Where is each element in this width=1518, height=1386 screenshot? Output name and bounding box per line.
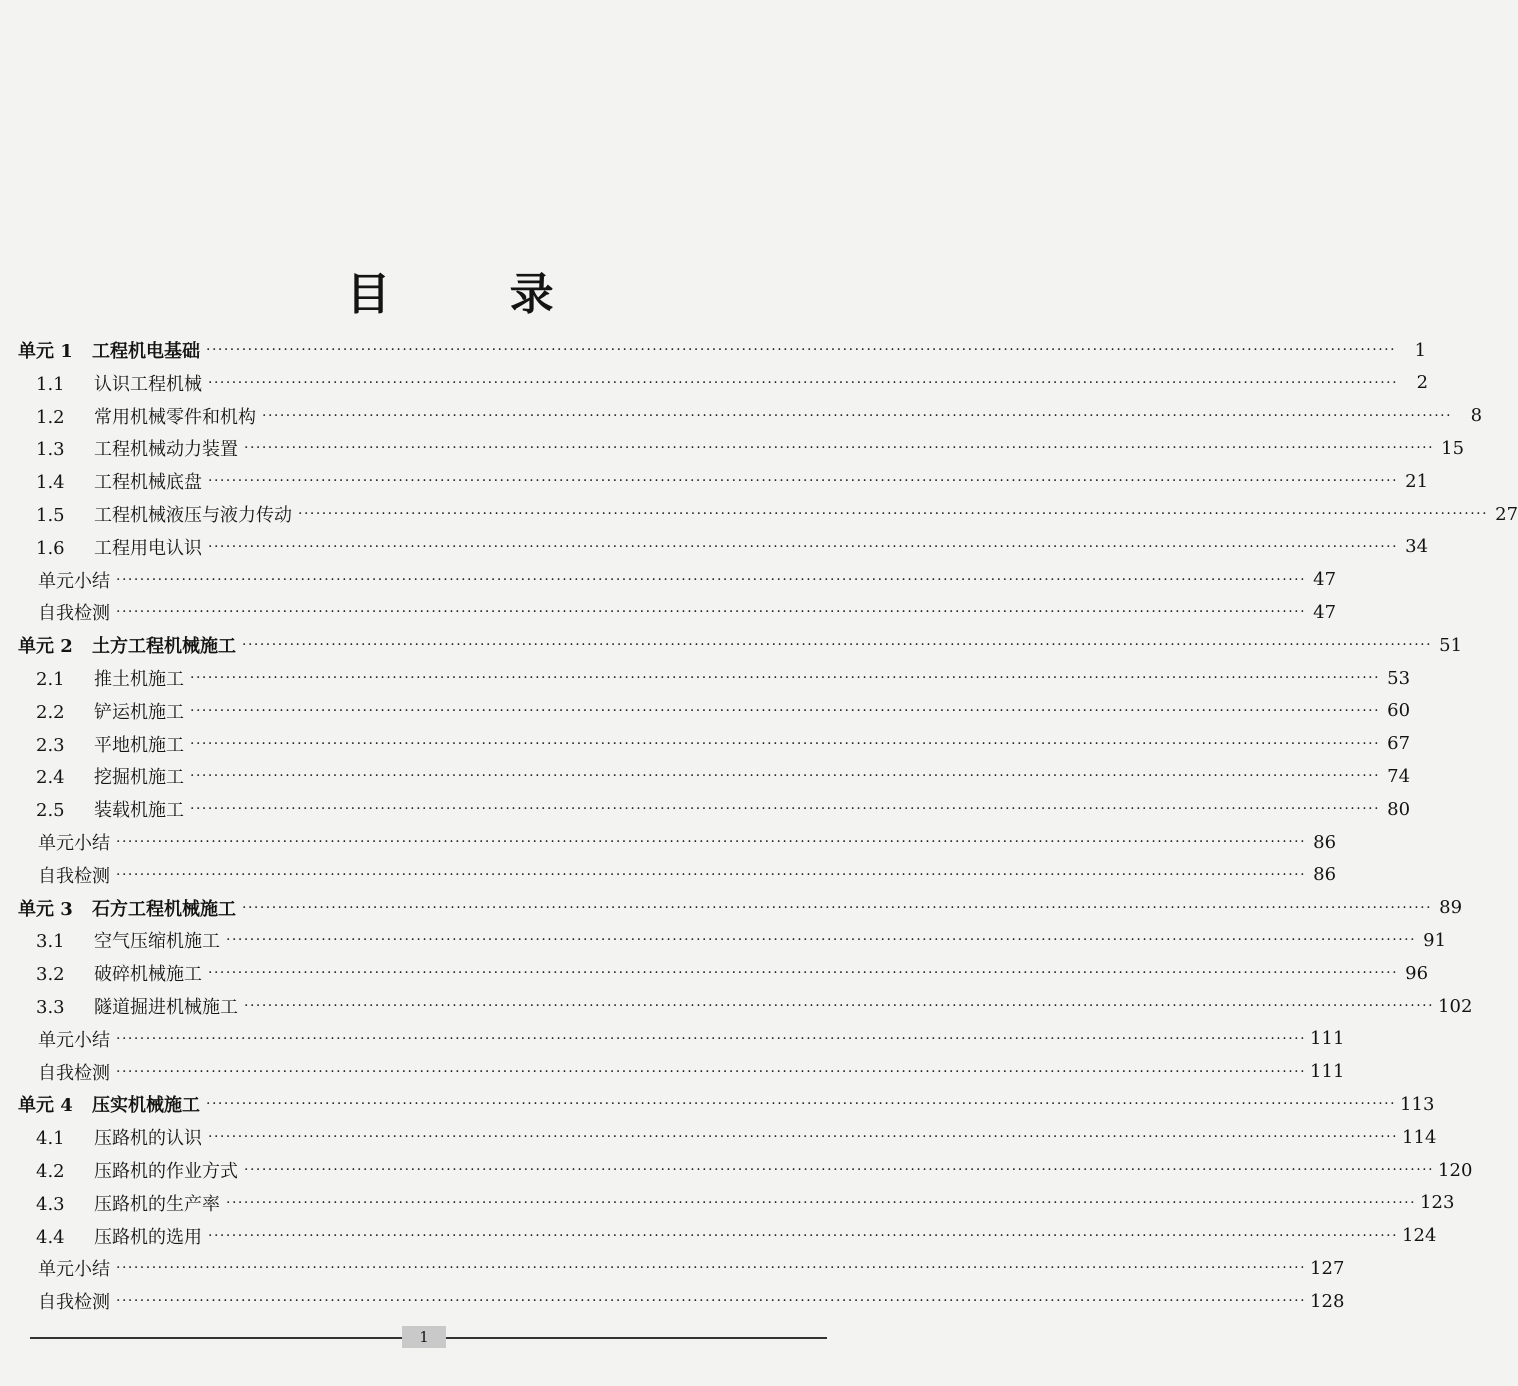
toc-entry-page: 51 [1439,634,1463,656]
toc-entry-number: 单元 1 [18,341,73,362]
toc-entry-label: 土方工程机械施工 [92,636,236,658]
dot-leader: ········································································································································································································ [208,374,1399,391]
dot-leader: ········································································································································································································ [206,1096,1397,1113]
toc-entry-number: 2.2 [36,701,65,723]
toc-entry-page: 127 [1310,1257,1345,1279]
toc-entry-number: 3.2 [36,964,65,986]
toc-entry-label: 压路机的生产率 [94,1193,220,1215]
dot-leader: ········································································································································································································ [190,801,1381,818]
toc-entry-page: 74 [1387,765,1411,787]
dot-leader: ········································································································································································································ [244,998,1435,1014]
toc-entry-section [36,1188,1455,1218]
toc-entry-number: 3.1 [36,931,65,953]
dot-leader: ········································································································································································································ [190,768,1381,785]
toc-entry-number: 单元 4 [18,1095,73,1117]
toc-entry-label: 压实机械施工 [92,1095,200,1117]
toc-entry-label: 破碎机械施工 [94,964,202,986]
toc-entry-page: 114 [1402,1126,1437,1148]
toc-entry-unit [18,335,1427,365]
toc-entry-label: 自我检测 [38,603,110,625]
toc-entry-unit [18,630,1463,660]
toc-entry-page: 53 [1387,667,1411,689]
dot-leader: ········································································································································································································ [208,1129,1399,1146]
toc-entry-section [36,696,1411,726]
page-title: 目 录 [346,269,606,320]
toc-entry-page: 47 [1313,601,1337,623]
toc-entry-unit [18,893,1463,923]
toc-entry-page: 102 [1438,995,1473,1017]
toc-entry-label: 压路机的选用 [94,1226,202,1248]
toc-entry-number: 3.3 [36,997,65,1018]
toc-entry-label: 空气压缩机施工 [94,931,220,953]
toc-entry-page: 123 [1420,1192,1455,1214]
toc-entry-summary [38,1253,1345,1283]
dot-leader: ········································································································································································································ [190,702,1381,719]
toc-entry-summary [38,1024,1345,1054]
toc-entry-page: 86 [1313,831,1337,853]
toc-entry-page: 15 [1441,437,1465,459]
toc-entry-label: 常用机械零件和机构 [94,406,256,428]
toc-entry-label: 工程机械动力装置 [94,439,238,461]
toc-entry-section [36,925,1447,955]
toc-entry-label: 单元小结 [38,1029,110,1051]
toc-entry-page: 47 [1313,569,1337,591]
toc-entry-label: 自我检测 [38,1292,110,1314]
toc-entry-page: 21 [1405,470,1429,492]
toc-entry-page: 128 [1310,1290,1345,1312]
dot-leader: ········································································································································································································ [262,407,1453,424]
toc-entry-label: 自我检测 [38,1062,110,1084]
toc-entry-number: 1.3 [36,439,65,461]
toc-entry-page: 111 [1310,1028,1345,1050]
toc-entry-page: 60 [1387,700,1411,722]
toc-entry-summary [38,860,1337,890]
toc-entry-label: 工程机械底盘 [94,472,202,494]
toc-entry-section [36,368,1429,398]
toc-entry-page: 124 [1402,1225,1437,1247]
toc-entry-page: 1 [1414,339,1427,361]
toc-entry-number: 4.2 [36,1161,65,1182]
dot-leader: ········································································································································································································ [116,1293,1307,1310]
dot-leader: ········································································································································································································ [208,1227,1399,1244]
toc-entry-number: 1.6 [36,537,65,559]
toc-entry-summary [38,565,1337,595]
dot-leader: ········································································································································································································ [116,1030,1307,1047]
dot-leader: ········································································································································································································ [244,1162,1435,1178]
toc-entry-page: 2 [1416,372,1429,394]
toc-entry-page: 27 [1495,503,1518,525]
toc-entry-label: 压路机的认识 [94,1128,202,1150]
toc-entry-section [36,466,1429,496]
toc-entry-number: 2.4 [36,767,65,789]
toc-entry-section [36,958,1429,988]
dot-leader: ········································································································································································································ [244,440,1435,457]
toc-entry-page: 113 [1400,1093,1435,1115]
dot-leader: ········································································································································································································ [206,342,1397,358]
toc-entry-label: 工程用电认识 [94,537,202,559]
toc-entry-number: 1.5 [36,505,65,526]
dot-leader: ········································································································································································································ [208,538,1399,555]
toc-entry-section [36,433,1465,463]
toc-entry-page: 96 [1405,962,1429,984]
toc-entry-page: 8 [1470,405,1483,427]
toc-entry-section [36,1122,1437,1152]
toc-entry-section [36,1221,1437,1251]
toc-entry-summary [38,827,1337,857]
toc-entry-page: 34 [1405,536,1429,558]
toc-entry-number: 2.3 [36,734,65,756]
dot-leader: ········································································································································································································ [116,866,1307,883]
toc-entry-section [36,729,1411,759]
toc-entry-label: 单元小结 [38,833,110,854]
toc-entry-section [36,499,1518,529]
toc-entry-summary [38,597,1337,627]
dot-leader: ········································································································································································································ [226,1194,1417,1211]
dot-leader: ········································································································································································································ [298,506,1489,522]
toc-entry-page: 120 [1438,1159,1473,1181]
toc-entry-label: 单元小结 [38,570,110,592]
dot-leader: ········································································································································································································ [242,637,1433,654]
toc-entry-summary [38,1057,1345,1087]
toc-entry-label: 石方工程机械施工 [92,898,236,920]
toc-entry-summary [38,1286,1345,1316]
dot-leader: ········································································································································································································ [190,735,1381,752]
toc-entry-number: 4.3 [36,1193,65,1215]
toc-entry-label: 工程机械液压与液力传动 [94,505,292,526]
dot-leader: ········································································································································································································ [116,834,1307,850]
toc-entry-number: 单元 2 [18,636,73,658]
toc-entry-number: 2.1 [36,669,65,690]
toc-entry-section [36,663,1411,693]
toc-entry-page: 111 [1310,1061,1345,1083]
dot-leader: ········································································································································································································ [190,670,1381,686]
toc-entry-page: 91 [1423,929,1447,951]
toc-entry-section [36,532,1429,562]
dot-leader: ········································································································································································································ [116,571,1307,588]
toc-entry-page: 89 [1439,897,1463,919]
toc-entry-label: 压路机的作业方式 [94,1161,238,1182]
toc-entry-label: 隧道掘进机械施工 [94,997,238,1018]
toc-entry-label: 铲运机施工 [94,701,184,723]
toc-entry-number: 1.4 [36,472,65,494]
toc-entry-section [36,794,1411,824]
dot-leader: ········································································································································································································ [116,1260,1307,1277]
toc-entry-label: 挖掘机施工 [94,767,184,789]
dot-leader: ········································································································································································································ [208,965,1399,982]
toc-entry-section [36,991,1473,1021]
toc-entry-number: 1.1 [36,373,65,395]
toc-entry-section [36,1155,1473,1185]
toc-entry-label: 装载机施工 [94,800,184,822]
toc-entry-number: 1.2 [36,406,65,428]
dot-leader: ········································································································································································································ [226,932,1417,949]
toc-entry-label: 自我检测 [38,865,110,887]
toc-entry-number: 单元 3 [18,898,73,920]
toc-entry-number: 4.1 [36,1128,65,1150]
toc-entry-number: 4.4 [36,1226,65,1248]
dot-leader: ········································································································································································································ [116,1063,1307,1080]
toc-entry-label: 平地机施工 [94,734,184,756]
toc-entry-label: 工程机电基础 [92,341,200,362]
toc-entry-page: 86 [1313,864,1337,886]
toc-entry-number: 2.5 [36,800,65,822]
dot-leader: ········································································································································································································ [208,473,1399,490]
page-number: 1 [402,1326,446,1348]
toc-entry-page: 80 [1387,798,1411,820]
toc-entry-label: 单元小结 [38,1259,110,1281]
dot-leader: ········································································································································································································ [242,899,1433,916]
toc-entry-section [36,761,1411,791]
toc-entry-label: 推土机施工 [94,669,184,690]
toc-entry-page: 67 [1387,733,1411,755]
dot-leader: ········································································································································································································ [116,604,1307,621]
toc-entry-unit [18,1089,1435,1119]
toc-entry-section [36,401,1483,431]
toc-entry-label: 认识工程机械 [94,373,202,395]
